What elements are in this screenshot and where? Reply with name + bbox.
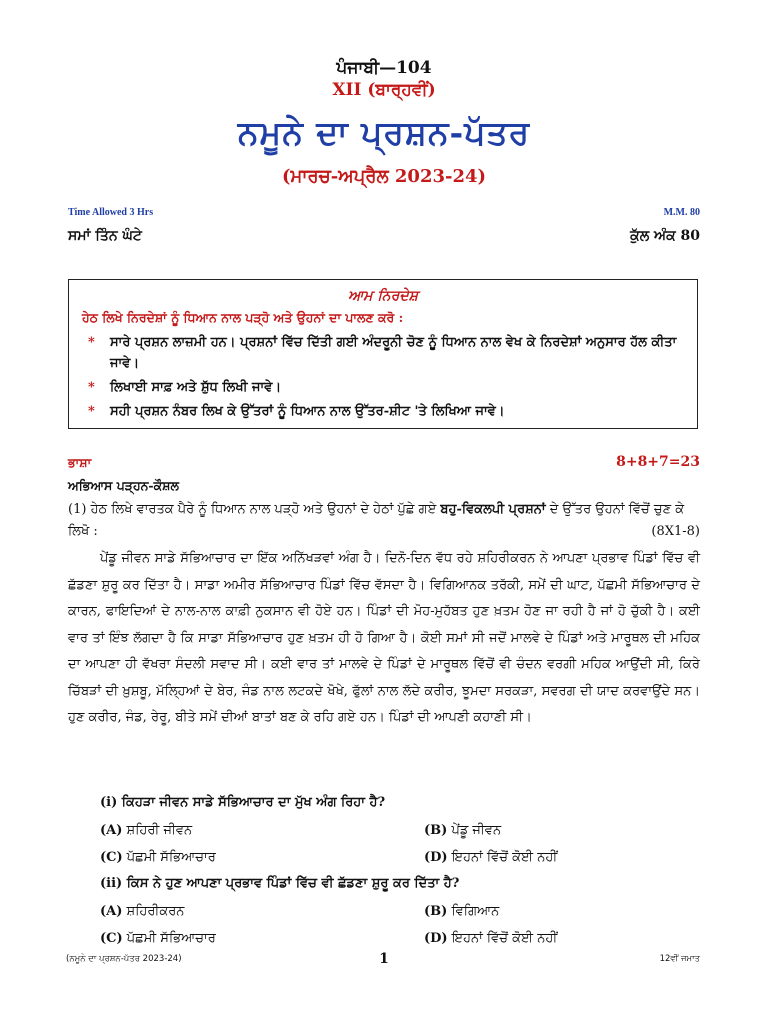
option-text: ਇਹਨਾਂ ਵਿੱਚੋਂ ਕੋਈ ਨਹੀਂ — [451, 850, 558, 865]
option-label: (D) — [424, 850, 448, 865]
mcq-option — [100, 931, 216, 946]
max-marks-english: M.M. 80 — [663, 207, 700, 218]
exam-session: (ਮਾਰਚ-ਅਪ੍ਰੈਲ 2023-24) — [281, 166, 487, 187]
bullet-star-icon: * — [88, 380, 95, 395]
question-1-text-before: ਹੇਠ ਲਿਖੇ ਵਾਰਤਕ ਪੈਰੇ ਨੂੰ ਧਿਆਨ ਨਾਲ ਪੜ੍ਹੋ ਅਤੇ ਉਹਨਾਂ ਦੇ ਹੇਠਾਂ ਪੁੱਛੇ ਗਏ — [90, 502, 437, 517]
option-label: (B) — [424, 823, 448, 838]
instruction-item — [82, 401, 683, 422]
option-text: ਪੱਛਮੀ ਸੱਭਿਆਚਾਰ — [126, 850, 216, 865]
mcq-text: ਕਿਹੜਾ ਜੀਵਨ ਸਾਡੇ ਸੱਭਿਆਚਾਰ ਦਾ ਮੁੱਖ ਅੰਗ ਰਿਹਾ ਹੈ? — [121, 795, 386, 810]
instruction-text: ਲਿਖਾਈ ਸਾਫ਼ ਅਤੇ ਸ਼ੁੱਧ ਲਿਖੀ ਜਾਵੇ। — [110, 380, 282, 395]
mcq-number: (i) — [100, 795, 118, 810]
mcq-question — [100, 795, 385, 810]
option-text: ਇਹਨਾਂ ਵਿੱਚੋਂ ਕੋਈ ਨਹੀਂ — [451, 931, 558, 946]
reading-passage: ਪੇਂਡੂ ਜੀਵਨ ਸਾਡੇ ਸੱਭਿਆਚਾਰ ਦਾ ਇੱਕ ਅਨਿੱਖੜਵਾਂ ਅੰਗ ਹੈ। ਦਿਨੋ-ਦਿਨ ਵੱਧ ਰਹੇ ਸ਼ਹਿਰੀਕਰਨ ਨੇ ਆਪਣਾ ਪ੍ਰਭਾਵ ਪਿੰਡਾਂ ਵਿੱਚ ਵੀ ਛੱਡਣਾ ਸ਼ੁਰੂ ਕਰ ਦਿੱਤਾ ਹੈ। ਸਾਡਾ ਅਮੀਰ ਸੱਭਿਆਚਾਰ ਪਿੰਡਾਂ ਵਿੱਚ ਵੱਸਦਾ ਹੈ। ਵਿਗਿਆਨਕ ਤਰੱਕੀ, ਸਮੇਂ ਦੀ ਘਾਟ, ਪੱਛਮੀ ਸੱਭਿਆਚਾਰ ਦੇ ਕਾਰਨ, ਫਾਇਦਿਆਂ ਦੇ ਨਾਲ-ਨਾਲ ਕਾਫ਼ੀ ਨੁਕਸਾਨ ਵੀ ਹੋਏ ਹਨ। ਪਿੰਡਾਂ ਦੀ ਮੋਹ-ਮੁਹੱਬਤ ਹੁਣ ਖ਼ਤਮ ਹੋਣ ਜਾ ਰਹੀ ਹੈ ਜਾਂ ਹੋ ਚੁੱਕੀ ਹੈ। ਕਈ ਵਾਰ ਤਾਂ ਇੰਝ ਲੱਗਦਾ ਹੈ ਕਿ ਸਾਡਾ ਸੱਭਿਆਚਾਰ ਹੁਣ ਖ਼ਤਮ ਹੀ ਹੋ ਗਿਆ ਹੈ। ਕੋਈ ਸਮਾਂ ਸੀ ਜਦੋਂ ਮਾਲਵੇ ਦੇ ਪਿੰਡਾਂ ਅਤੇ ਮਾਰੂਥਲ ਦੀ ਮਹਿਕ ਦਾ ਆਪਣਾ ਹੀ ਵੱਖਰਾ ਸੰਦਲੀ ਸਵਾਦ ਸੀ। ਕਈ ਵਾਰ ਤਾਂ ਮਾਲਵੇ ਦੇ ਪਿੰਡਾਂ ਦੇ ਮਾਰੂਥਲ ਵਿੱਚੋਂ ਵੀ ਚੰਦਨ ਵਰਗੀ ਮਹਿਕ ਆਉਂਦੀ ਸੀ, ਕਿਰੇ ਚਿੱਬੜਾਂ ਦੀ ਖ਼ੁਸ਼ਬੂ, ਮੱਲ੍ਹਿਆਂ ਦੇ ਬੇਰ, ਜੰਡ ਨਾਲ ਲਟਕਦੇ ਖੋਖੇ, ਫੁੱਲਾਂ ਨਾਲ ਲੱਦੇ ਕਰੀਰ, ਝੂਮਦਾ ਸਰਕੜਾ, ਸਵਰਗ ਦੀ ਯਾਦ ਕਰਵਾਉਂਦੇ ਸਨ। ਹੁਣ ਕਰੀਰ, ਜੰਡ, ਰੇਰੂ, ਬੀਤੇ ਸਮੇਂ ਦੀਆਂ ਬਾਤਾਂ ਬਣ ਕੇ ਰਹਿ ਗਏ ਹਨ। ਪਿੰਡਾਂ ਦੀ ਆਪਣੀ ਕਹਾਣੀ ਸੀ। — [68, 551, 700, 725]
option-text: ਵਿਗਿਆਨ — [451, 904, 500, 919]
question-1-number: (1) — [68, 502, 87, 517]
option-text: ਪੇਂਡੂ ਜੀਵਨ — [451, 823, 502, 838]
mcq-option — [424, 823, 501, 838]
section-marks: 8+8+7=23 — [616, 454, 700, 470]
mcq-question — [100, 876, 459, 891]
mcq-option — [100, 850, 216, 865]
footer-class-label: 12ਵੀਂ ਜਮਾਤ — [659, 954, 700, 964]
option-label: (A) — [100, 823, 123, 838]
mcq-option — [424, 850, 557, 865]
bullet-star-icon: * — [88, 335, 95, 350]
mcq-option — [424, 904, 499, 919]
option-text: ਸ਼ਹਿਰੀਕਰਨ — [126, 904, 185, 919]
option-label: (C) — [100, 931, 123, 946]
general-instructions-box — [68, 279, 698, 429]
instruction-text: ਸਹੀ ਪ੍ਰਸ਼ਨ ਨੰਬਰ ਲਿਖ ਕੇ ਉੱਤਰਾਂ ਨੂੰ ਧਿਆਨ ਨਾਲ ਉੱਤਰ-ਸ਼ੀਟ 'ਤੇ ਲਿਖਿਆ ਜਾਵੇ। — [110, 404, 505, 419]
instructions-lead: ਹੇਠ ਲਿਖੇ ਨਿਰਦੇਸ਼ਾਂ ਨੂੰ ਧਿਆਨ ਨਾਲ ਪੜ੍ਹੋ ਅਤੇ ਉਹਨਾਂ ਦਾ ਪਾਲਣ ਕਰੋ : — [82, 310, 404, 325]
instruction-text: ਸਾਰੇ ਪ੍ਰਸ਼ਨ ਲਾਜ਼ਮੀ ਹਨ। ਪ੍ਰਸ਼ਨਾਂ ਵਿੱਚ ਦਿੱਤੀ ਗਈ ਅੰਦਰੂਨੀ ਚੋਣ ਨੂੰ ਧਿਆਨ ਨਾਲ ਵੇਖ ਕੇ ਨਿਰਦੇਸ਼ਾਂ ਅਨੁਸਾਰ ਹੱਲ ਕੀਤਾ ਜਾਵੇ। — [110, 335, 677, 371]
mcq-option — [100, 904, 184, 919]
question-1 — [68, 499, 700, 543]
option-text: ਸ਼ਹਿਰੀ ਜੀਵਨ — [126, 823, 193, 838]
mcq-number: (ii) — [100, 876, 123, 891]
max-marks-punjabi: ਕੁੱਲ ਅੰਕ 80 — [630, 228, 700, 244]
mcq-option — [424, 931, 557, 946]
option-text: ਪੱਛਮੀ ਸੱਭਿਆਚਾਰ — [126, 931, 216, 946]
instruction-item — [82, 377, 683, 398]
subject-code: ਪੰਜਾਬੀ—104 — [336, 58, 432, 78]
mcq-option — [100, 823, 192, 838]
mcq-text: ਕਿਸ ਨੇ ਹੁਣ ਆਪਣਾ ਪ੍ਰਭਾਵ ਪਿੰਡਾਂ ਵਿੱਚ ਵੀ ਛੱਡਣਾ ਸ਼ੁਰੂ ਕਰ ਦਿੱਤਾ ਹੈ? — [126, 876, 460, 891]
section-name: ਭਾਸ਼ਾ — [68, 455, 92, 470]
option-label: (A) — [100, 904, 123, 919]
instructions-title: ਆਮ ਨਿਰਦੇਸ਼ — [348, 288, 418, 304]
footer-paper-label: (ਨਮੂਨੇ ਦਾ ਪ੍ਰਸ਼ਨ-ਪੱਤਰ 2023-24) — [66, 954, 182, 964]
page-title: ਨਮੂਨੇ ਦਾ ਪ੍ਰਸ਼ਨ-ਪੱਤਰ — [237, 113, 531, 152]
time-allowed-english: Time Allowed 3 Hrs — [68, 207, 154, 218]
instruction-item — [82, 332, 683, 374]
bullet-star-icon: * — [88, 404, 95, 419]
instructions-list — [82, 332, 683, 425]
question-1-marks: (8X1-8) — [651, 524, 700, 539]
option-label: (B) — [424, 904, 448, 919]
question-1-text-after: ਦੇ ਉੱਤਰ ਉਹਨਾਂ ਵਿੱਚੋਂ ਚੁਣ ਕੇ ਲਿਖੋ : — [68, 502, 685, 539]
section-sub-heading: ਅਭਿਆਸ ਪੜ੍ਹਨ-ਕੌਸ਼ਲ — [68, 478, 179, 493]
page-number: 1 — [379, 951, 389, 967]
time-allowed-punjabi: ਸਮਾਂ ਤਿੰਨ ਘੰਟੇ — [68, 228, 142, 244]
option-label: (D) — [424, 931, 448, 946]
question-1-text-bold: ਬਹੁ-ਵਿਕਲਪੀ ਪ੍ਰਸ਼ਨਾਂ — [440, 502, 546, 517]
class-label: XII (ਬਾਰ੍ਹਵੀਂ) — [332, 80, 436, 100]
option-label: (C) — [100, 850, 123, 865]
